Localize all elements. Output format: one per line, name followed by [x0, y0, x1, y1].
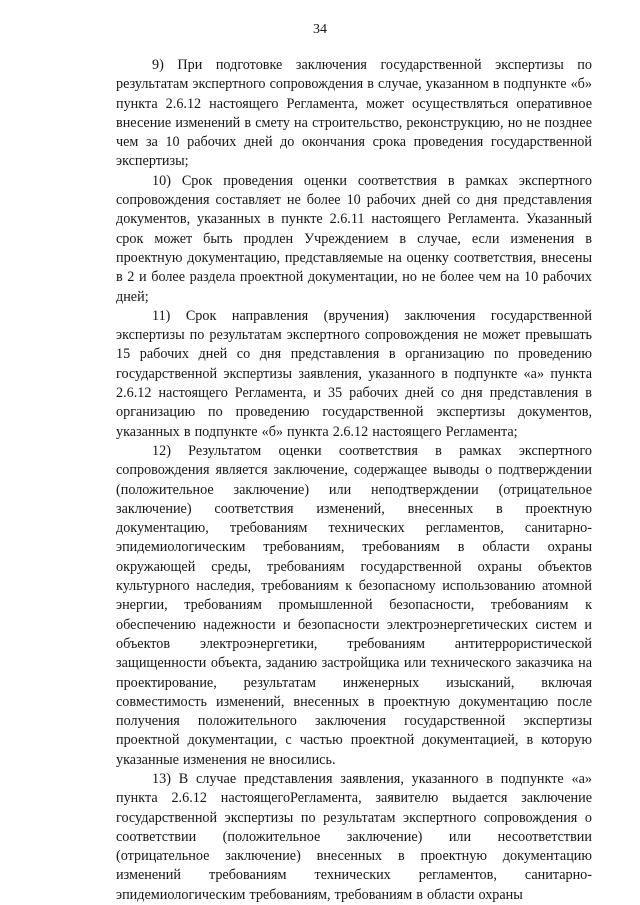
- paragraph-item-10: 10) Срок проведения оценки соответствия в рамках экспертного сопровождения составляет не более 10 рабочих дней со дня представления документов, указанных в пункте 2.6.11 настоящего Регламента. Указанный срок может быть продлен Учреждением в случае, если изменения в проектную документацию, представляемые на оценку соответствия, внесены в 2 и более раздела проектной документации, но не более чем на 10 рабочих дней;: [116, 172, 592, 305]
- document-body: [116, 56, 592, 905]
- page-number: 34: [313, 22, 327, 37]
- paragraph-item-11: 11) Срок направления (вручения) заключения государственной экспертизы по результатам экспертного сопровождения не может превышать 15 рабочих дней со дня представления в организацию по проведению государственной экспертизы заявления, указанного в подпункте «а» пункта 2.6.12 настоящего Регламента, и 35 рабочих дней со дня представления в организацию по проведению государственной экспертизы документов, указанных в подпункте «б» пункта 2.6.12 настоящего Регламента;: [116, 307, 592, 440]
- paragraph-item-9: 9) При подготовке заключения государственной экспертизы по результатам экспертного сопровождения в случае, указанном в подпункте «б» пункта 2.6.12 настоящего Регламента, может осуществляться оперативное внесение изменений в смету на строительство, реконструкцию, но не позднее чем за 10 рабочих дней до окончания срока проведения государственной экспертизы;: [116, 57, 592, 170]
- paragraph-item-12: 12) Результатом оценки соответствия в рамках экспертного сопровождения является заключение, содержащее выводы о подтверждении (положительное заключение) или неподтверждении (отрицательное заключение) соответствия изменений, внесенных в проектную документацию, требованиям технических регламентов, санитарно-эпидемиологическим требованиям, требованиям в области охраны окружающей среды, требованиям государственной охраны объектов культурного наследия, требованиям к безопасному использованию атомной энергии, требованиям промышленной безопасности, требованиям к обеспечению надежности и безопасности электроэнергетических систем и объектов электроэнергетики, требованиям антитеррористической защищенности объекта, заданию застройщика или технического заказчика на проектирование, результатам инженерных изысканий, включая совместимость изменений, внесенных в проектную документацию после получения положительного заключения государственной экспертизы проектной документации, с частью проектной документацией, в которую указанные изменения не вносились.: [116, 442, 592, 768]
- paragraph-item-13: 13) В случае представления заявления, указанного в подпункте «а» пункта 2.6.12 настоящегоРегламента, заявителю выдается заключение государственной экспертизы по результатам экспертного сопровождения о соответствии (положительное заключение) или несоответствии (отрицательное заключение) внесенных в проектную документацию изменений требованиям технических регламентов, санитарно-эпидемиологическим требованиям, требованиям в области охраны: [116, 770, 592, 903]
